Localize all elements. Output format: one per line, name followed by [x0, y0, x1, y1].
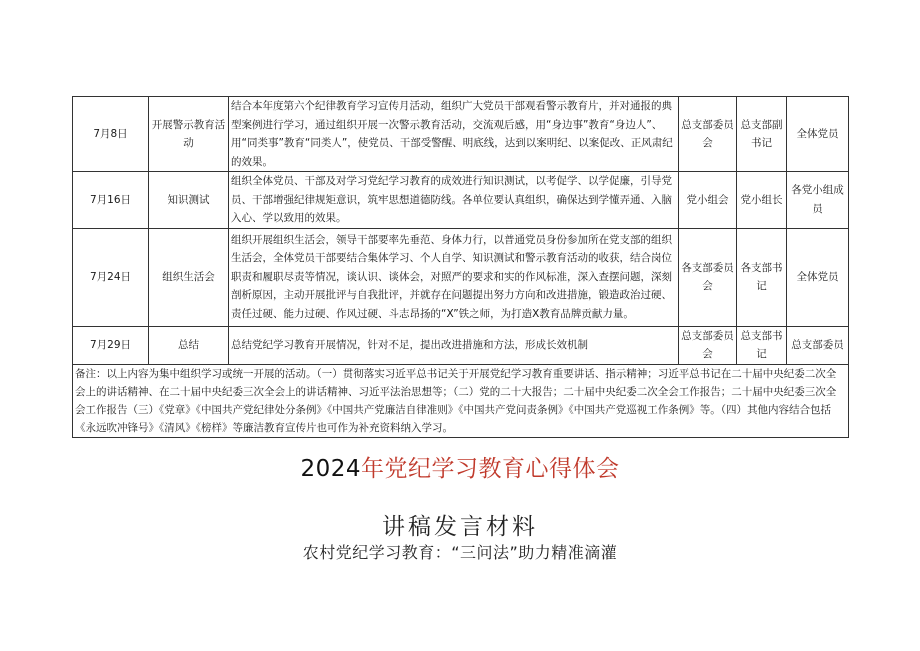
lead-person: 党小组长	[737, 172, 787, 229]
participants: 总支部委员	[787, 326, 849, 364]
title-text: 年党纪学习教育心得体会	[361, 456, 620, 482]
activity-date: 7月8日	[73, 97, 149, 172]
table-note: 备注：以上内容为集中组织学习或统一开展的活动。（一）贯彻落实习近平总书记关于开展党纪学习教育重要讲话、指示精神；习近平总书记在二十届中央纪委二次全会上的讲话精神、在二十届中央纪委三次全会上的讲话精神、习近平法治思想等；（二）党的二十大报告；二十届中央纪委二次全会工作报告；二十届中央纪委三次全会工作报告（三）《党章》《中国共产党纪律处分条例》《中国共产党廉洁自律准则》《中国共产党问责条例》《中国共产党巡视工作条例》等。（四）其他内容结合包括《永远吹冲锋号》《清风》《榜样》等廉洁教育宣传片也可作为补充资料纳入学习。	[73, 364, 849, 437]
responsible-unit: 总支部委员会	[679, 326, 737, 364]
activity-name: 开展警示教育活动	[149, 97, 229, 172]
responsible-unit: 总支部委员会	[679, 97, 737, 172]
activity-name: 知识测试	[149, 172, 229, 229]
table-note-row	[73, 364, 849, 437]
table-row	[73, 326, 849, 364]
participants: 各党小组成员	[787, 172, 849, 229]
activity-date: 7月16日	[73, 172, 149, 229]
activity-date: 7月24日	[73, 228, 149, 326]
document-title	[0, 450, 920, 483]
activity-plan-table	[72, 96, 849, 438]
table-row	[73, 228, 849, 326]
table-row	[73, 97, 849, 172]
activity-content: 结合本年度第六个纪律教育学习宣传月活动，组织广大党员干部观看警示教育片，并对通报的典型案例进行学习，通过组织开展一次警示教育活动，交流观后感，用“身边事”教育“身边人”、用“同类事”教育“同类人”，使党员、干部受警醒、明底线，达到以案明纪、以案促改、正风肃纪的效果。	[229, 97, 679, 172]
title-year: 2024	[300, 456, 362, 482]
participants: 全体党员	[787, 228, 849, 326]
document-topic: 农村党纪学习教育：“三问法”助力精准滴灌	[302, 543, 618, 562]
activity-name: 总结	[149, 326, 229, 364]
responsible-unit: 党小组会	[679, 172, 737, 229]
activity-content: 组织开展组织生活会，领导干部要率先垂范、身体力行，以普通党员身份参加所在党支部的组织生活会，全体党员干部要结合集体学习、个人自学、知识测试和警示教育活动的收获，结合岗位职责和履职尽责等情况，谈认识、谈体会，对照严的要求和实的作风标准，深入查摆问题，深刻剖析原因，主动开展批评与自我批评，并就存在问题提出努力方向和改进措施，锻造政治过硬、责任过硬、能力过硬、作风过硬、斗志昂扬的“X”铁之师，为打造X教育品牌贡献力量。	[229, 228, 679, 326]
participants: 全体党员	[787, 97, 849, 172]
activity-content: 总结党纪学习教育开展情况，针对不足，提出改进措施和方法，形成长效机制	[229, 326, 679, 364]
lead-person: 各支部书记	[737, 228, 787, 326]
lead-person: 总支部副书记	[737, 97, 787, 172]
activity-date: 7月29日	[73, 326, 149, 364]
responsible-unit: 各支部委员会	[679, 228, 737, 326]
lead-person: 总支部书记	[737, 326, 787, 364]
activity-name: 组织生活会	[149, 228, 229, 326]
table-row	[73, 172, 849, 229]
activity-content: 组织全体党员、干部及对学习党纪学习教育的成效进行知识测试，以考促学、以学促廉，引导党员、干部增强纪律规矩意识，筑牢思想道德防线。各单位要认真组织，确保达到学懂弄通、入脑入心、学以致用的效果。	[229, 172, 679, 229]
document-subtitle: 讲稿发言材料	[382, 514, 538, 540]
